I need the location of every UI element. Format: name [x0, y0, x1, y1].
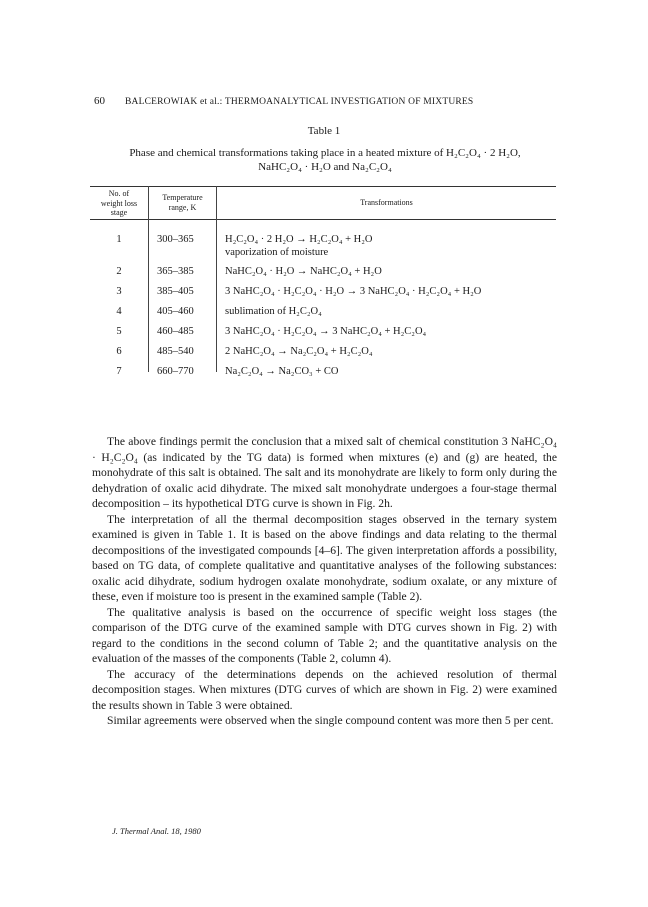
range-cell: 660–770 — [157, 366, 194, 377]
body-text — [92, 434, 557, 729]
range-cell: 385–405 — [157, 286, 194, 297]
header-stage: No. of weight loss stage — [100, 189, 138, 217]
stage-cell: 5 — [116, 326, 122, 337]
table-column-divider-2 — [216, 186, 217, 372]
range-cell: 485–540 — [157, 346, 194, 357]
journal-footer: J. Thermal Anal. 18, 1980 — [112, 826, 201, 836]
paragraph: The above findings permit the conclusion that a mixed salt of chemical constitution 3 NaHC₂O₄ · H₂C₂O₄ (as indicated by the TG data) is formed when mixtures (e) and (g) are heated, the monohydrate of this salt is obtained. The salt and its monohydrate are likely to form only during the dehydration of oxalic acid dihydrate. The mixed salt monohydrate undergoes a four-stage thermal decomposition – its hypothetical DTG curve is shown in Fig. 2h. — [92, 435, 557, 510]
table-caption — [92, 146, 558, 174]
transformation-cell: NaHC₂O₄ · H₂O → NaHC₂O₄ + H₂O — [225, 266, 382, 277]
header-temperature: Temperature range, K — [162, 193, 203, 212]
transformation-cell: H₂C₂O₄ · 2 H₂O → H₂C₂O₄ + H₂O — [225, 234, 373, 245]
transformation-cell: Na₂C₂O₄ → Na₂CO₃ + CO — [225, 366, 339, 377]
paragraph: Similar agreements were observed when the single compound content was more then 5 per cent. — [107, 714, 554, 727]
paragraph: The interpretation of all the thermal decomposition stages observed in the ternary system examined is given in Table 1. It is based on the above findings and data relating to the thermal decompositions of the investigated compounds [4–6]. The given interpretation affords a possibility, based on TG data, of complete qualitative and quantitative analyses of the following substances: oxalic acid dihydrate, sodium hydrogen oxalate monohydrate, sodium oxalate, or any mixture of these, even if moisture too is present in the examined sample (Table 2). — [92, 512, 557, 603]
running-title: BALCEROWIAK et al.: THERMOANALYTICAL INVESTIGATION OF MIXTURES — [125, 97, 474, 107]
header-transformations: Transformations — [360, 198, 413, 207]
transformation-cell: 3 NaHC₂O₄ · H₂C₂O₄ · H₂O → 3 NaHC₂O₄ · H₂C₂O₄ + H₂O — [225, 286, 482, 297]
transformations-table — [90, 186, 556, 377]
paragraph: The qualitative analysis is based on the occurrence of specific weight loss stages (the comparison of the DTG curve of the examined sample with DTG curves shown in Fig. 2) with regard to the conditions in the second column of Table 2; and the quantitative analysis on the evaluation of the masses of the components (Table 2, column 4). — [92, 605, 557, 665]
transformation-cell: sublimation of H₂C₂O₄ — [225, 306, 322, 317]
table-header-rule — [90, 219, 556, 220]
table-label: Table 1 — [307, 125, 341, 137]
transformation-cell: 2 NaHC₂O₄ → Na₂C₂O₄ + H₂C₂O₄ — [225, 346, 373, 357]
paragraph: The accuracy of the determinations depends on the achieved resolution of thermal decomposition stages. When mixtures (DTG curves of which are shown in Fig. 2) were examined the results shown in Table 3 were obtained. — [92, 667, 557, 712]
table-caption-line-1: Phase and chemical transformations taking place in a heated mixture of H₂C₂O₄ · 2 H₂O, — [129, 147, 521, 159]
transformation-note: vaporization of moisture — [225, 247, 329, 258]
stage-cell: 4 — [116, 306, 122, 317]
stage-cell: 7 — [116, 366, 122, 377]
table-top-rule — [90, 186, 556, 187]
running-header — [94, 95, 564, 107]
range-cell: 460–485 — [157, 326, 194, 337]
stage-cell: 3 — [116, 286, 122, 297]
transformation-cell: 3 NaHC₂O₄ · H₂C₂O₄ → 3 NaHC₂O₄ + H₂C₂O₄ — [225, 326, 427, 337]
stage-cell: 1 — [116, 234, 122, 245]
table-column-divider-1 — [148, 186, 149, 372]
range-cell: 405–460 — [157, 306, 194, 317]
range-cell: 300–365 — [157, 234, 194, 245]
page-number: 60 — [94, 95, 105, 107]
table-caption-line-2: NaHC₂O₄ · H₂O and Na₂C₂O₄ — [258, 161, 392, 173]
range-cell: 365–385 — [157, 266, 194, 277]
stage-cell: 2 — [116, 266, 122, 277]
stage-cell: 6 — [116, 346, 122, 357]
